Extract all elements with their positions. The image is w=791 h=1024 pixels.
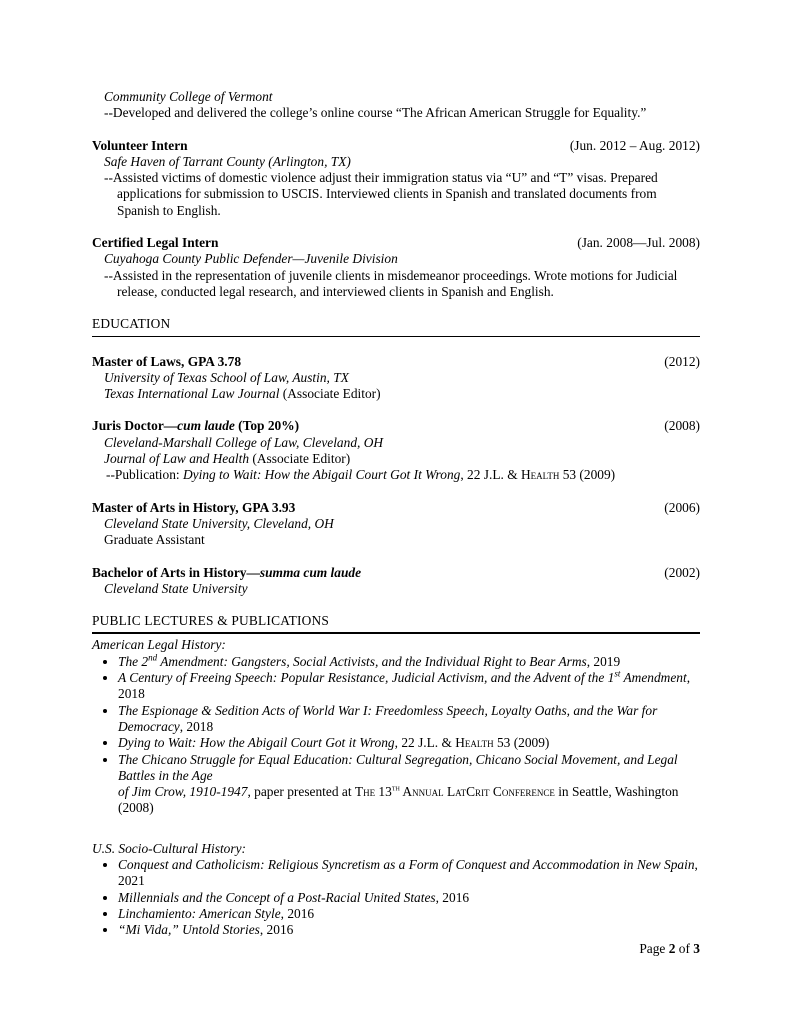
education-heading: EDUCATION: [92, 316, 700, 336]
publication-item: • Linchamiento: American Style, 2016: [118, 906, 700, 922]
ordinal-superscript: nd: [148, 652, 158, 663]
publication-item: • A Century of Freeing Speech: Popular Resistance, Judicial Activism, and the Advent of the 1st Amendment, 2018: [118, 670, 700, 703]
degree-title: Master of Arts in History, GPA 3.93: [92, 499, 296, 515]
school-line: University of Texas School of Law, Austin, TX: [104, 369, 349, 385]
school-line: Cleveland State University, Cleveland, OH: [104, 515, 334, 531]
experience-entry-continuation: [92, 89, 700, 122]
degree-row: [92, 418, 700, 434]
school-line: Cleveland-Marshall College of Law, Cleveland, OH: [104, 434, 384, 450]
degree-title: Juris Doctor—cum laude (Top 20%): [92, 418, 300, 434]
job-date: (Jun. 2012 – Aug. 2012): [569, 137, 700, 153]
group-spacer: [92, 817, 700, 841]
degree-title: Master of Laws, GPA 3.78: [92, 353, 242, 369]
conference-citation: Annual LatCrit Conference: [399, 784, 555, 800]
journal-name: Texas International Law Journal: [104, 386, 280, 402]
publication-list: [92, 857, 700, 938]
job-date: (Jan. 2008—Jul. 2008): [577, 235, 700, 251]
ordinal-superscript: th: [391, 782, 400, 793]
page-number-footer: Page 2 of 3: [639, 941, 700, 956]
experience-org: Safe Haven of Tarrant County (Arlington, TX): [104, 153, 351, 169]
degree-row: [92, 354, 700, 370]
experience-entry: [92, 235, 700, 300]
degree-row: [92, 565, 700, 581]
publications-section: [92, 613, 700, 938]
experience-title-row: [92, 235, 700, 251]
journal-name: Journal of Law and Health: [104, 451, 250, 467]
journal-role: (Associate Editor): [279, 386, 381, 402]
publication-item: • “Mi Vida,” Untold Stories, 2016: [118, 922, 700, 938]
degree-year: (2002): [664, 564, 700, 580]
degree-row: [92, 500, 700, 516]
job-title: Certified Legal Intern: [92, 235, 219, 251]
publication-list: [92, 654, 700, 817]
publication-item: • The Espionage & Sedition Acts of World War I: Freedomless Speech, Loyalty Oaths, and the War for Democracy, 2018: [118, 703, 700, 736]
journal-role: (Associate Editor): [249, 451, 351, 467]
journal-citation: J.L. & Health: [418, 735, 494, 751]
journal-line: [104, 451, 700, 467]
degree-title: Bachelor of Arts in History—summa cum laude: [92, 564, 362, 580]
publication-item: • Dying to Wait: How the Abigail Court Got it Wrong, 22 J.L. & Health 53 (2009): [118, 735, 700, 751]
education-entry: [92, 354, 700, 403]
experience-description: --Assisted in the representation of juvenile clients in misdemeanor proceedings. Wrote motions for Judicial release, conducted legal research, and interviewed clients in Spanish and English.: [104, 267, 678, 299]
school-line: Cleveland State University: [104, 580, 248, 596]
experience-title-row: [92, 138, 700, 154]
job-title: Volunteer Intern: [92, 137, 188, 153]
journal-citation: J.L. & Health: [483, 467, 560, 483]
experience-entry: [92, 138, 700, 219]
experience-description: --Assisted victims of domestic violence adjust their immigration status via “U” and “T” visas. Prepared applications for submission to USCIS. Interviewed clients in Spanish and translated documents from Spanish to English.: [104, 170, 658, 218]
role-line: Graduate Assistant: [104, 532, 205, 548]
publication-line: --Publication: Dying to Wait: How the Abigail Court Got It Wrong, 22 J.L. & Health 53 (2009): [106, 467, 616, 483]
conference-citation: The 13: [354, 784, 392, 800]
current-page-number: 2: [668, 941, 676, 956]
education-entry: [92, 418, 700, 483]
publication-item: • The 2nd Amendment: Gangsters, Social Activists, and the Individual Right to Bear Arms, 2019: [118, 654, 700, 670]
publication-group-label: American Legal History:: [92, 637, 226, 653]
degree-year: (2012): [664, 353, 700, 369]
experience-section: [92, 89, 700, 300]
publications-heading: PUBLIC LECTURES & PUBLICATIONS: [92, 613, 700, 634]
experience-description: --Developed and delivered the college’s online course “The African American Struggle for Equality.”: [104, 105, 647, 121]
journal-line: [104, 386, 700, 402]
publication-group-label: U.S. Socio-Cultural History:: [92, 840, 246, 856]
education-section: [92, 316, 700, 597]
education-entry: [92, 565, 700, 598]
degree-year: (2008): [664, 418, 700, 434]
publication-item: • Millennials and the Concept of a Post-Racial United States, 2016: [118, 890, 700, 906]
ordinal-superscript: st: [614, 668, 621, 679]
publication-item: • Conquest and Catholicism: Religious Syncretism as a Form of Conquest and Accommodation in New Spain, 2021: [118, 857, 700, 890]
publication-item: • The Chicano Struggle for Equal Education: Cultural Segregation, Chicano Social Movement, and Legal Battles in the Age of Jim Crow, 1910-1947, paper presented at The 13th Annual LatCrit Conference in Seattle, Washington (2008): [118, 752, 700, 817]
education-entry: [92, 500, 700, 549]
degree-year: (2006): [664, 499, 700, 515]
total-page-number: 3: [693, 941, 700, 956]
experience-org: Community College of Vermont: [104, 89, 273, 104]
publication-title: Dying to Wait: How the Abigail Court Got It Wrong: [182, 467, 461, 483]
experience-org: Cuyahoga County Public Defender—Juvenile Division: [104, 251, 398, 267]
